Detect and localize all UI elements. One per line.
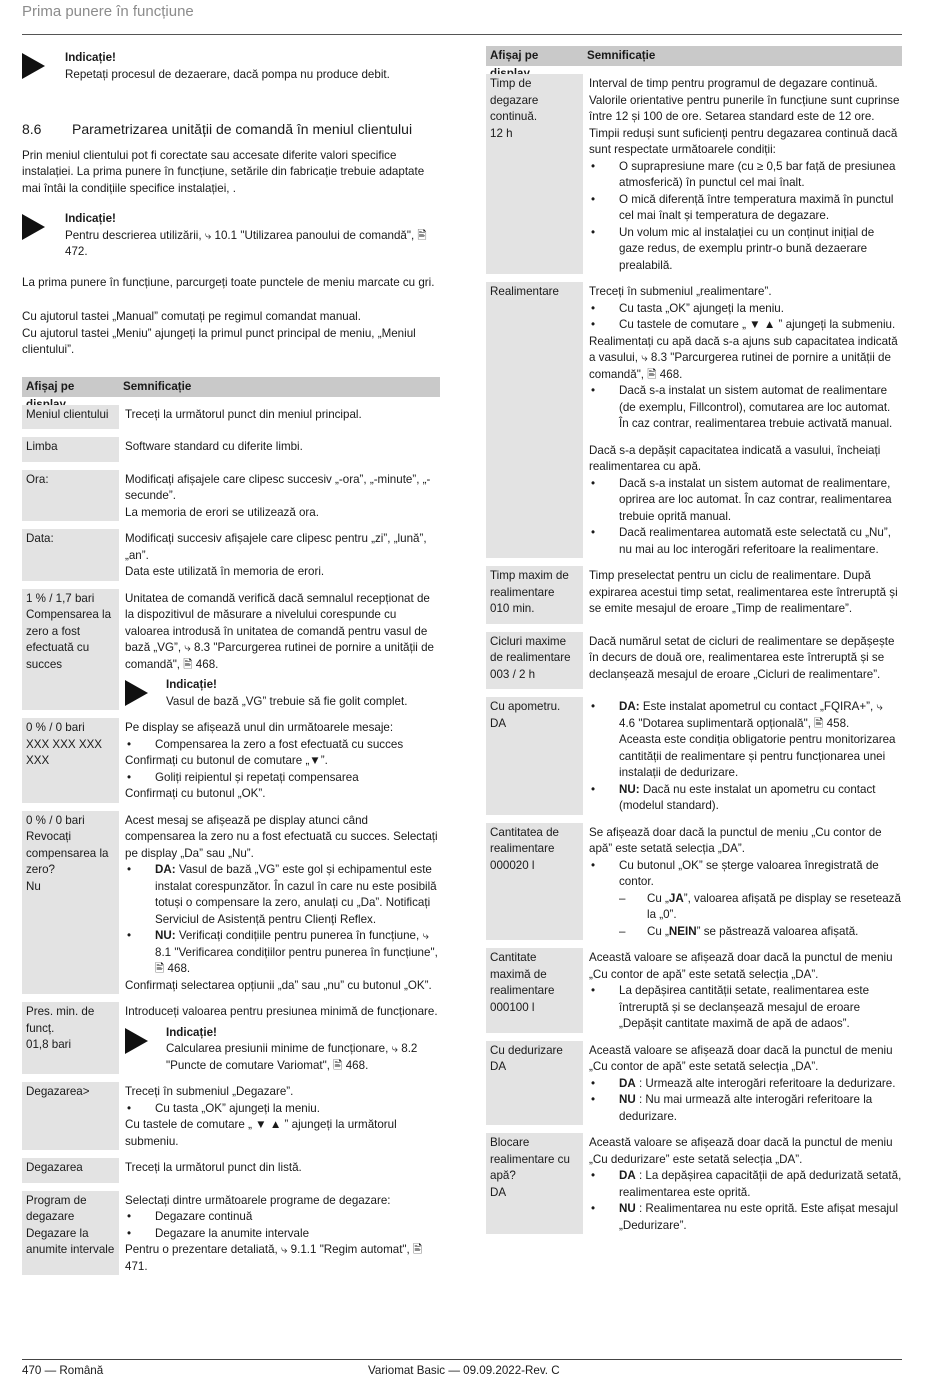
running-header: Prima punere în funcțiune	[22, 3, 194, 20]
header-cell-meaning: Semnificație	[587, 49, 656, 62]
bullet-item: • DA: Vasul de bază „VG” este gol și echipamentul este instalat corespunzător. În cazul în care nu este posibilă totuși o compensare la zero, anulați cu „Da”. Notificați Serviciul de Asistență pentru Clienți Reflex.	[127, 863, 437, 926]
meaning-cell	[119, 1002, 440, 1074]
cell-text: Confirmați cu butonul „OK”.	[125, 787, 266, 800]
meaning-cell: Treceți la următorul punct din listă.	[125, 1161, 302, 1174]
note-title: Indicație!	[166, 678, 217, 691]
cell-text: Unitatea de comandă verifică dacă semnalul recepționat de la dispozitivul de măsurare a nivelului corespunde cu valoarea introdusă în unitatea de comandă pentru vasul de bază „VG”, ⤷ 8.3 "Parcurgerea rutinei de pornire a unității de comandă", 🖹 468.	[125, 591, 434, 671]
bullet-item: • DA : La depășirea capacității de apă dedurizată setată, realimentarea este oprită.	[591, 1169, 902, 1199]
table-header	[22, 377, 440, 397]
play-triangle-icon	[22, 53, 45, 79]
cell-text: Confirmați cu butonul de comutare „▼”.	[125, 754, 328, 767]
display-value: DA	[490, 716, 507, 730]
meaning-cell: Treceți la următorul punct din meniul principal.	[125, 407, 362, 421]
bullet-item: • O mică diferență între temperatura maximă în punctul cel mai înalt și temperatura de degazare.	[591, 192, 894, 222]
cell-text: Modificați afișajele care clipesc succesiv „-ora”, „-minute”, „-secunde”.	[125, 472, 431, 502]
meaning-cell	[119, 470, 440, 522]
note-box	[125, 1025, 440, 1075]
display-value: Timp de degazare continuă.	[490, 77, 539, 123]
display-cell: Ora:	[22, 470, 119, 522]
cell-text: Realimentați cu apă dacă s-a ajuns sub capacitatea indicată a vasului, ⤷ 8.3 "Parcurgerea rutinei de pornire a unității de comandă", 🖹 468.	[589, 334, 898, 381]
header-rule	[22, 34, 902, 35]
note-title: Indicație!	[166, 1025, 217, 1039]
cell-text: Această valoare se afișează doar dacă la punctul de meniu „Cu contor de apă” este setată selecția „DA”.	[589, 1043, 893, 1073]
display-value: 01,8 bari	[26, 1038, 72, 1051]
header-cell-display: Afișaj pe	[486, 46, 583, 66]
display-value: 0 % / 0 bari	[26, 813, 85, 827]
note-text: Repetați procesul de dezaerare, dacă pompa nu produce debit.	[65, 67, 390, 81]
display-cell	[486, 823, 583, 941]
display-cell	[22, 718, 119, 803]
cell-text: Se afișează doar dacă la punctul de meniu „Cu contor de apă” este setată selecția „DA”.	[589, 825, 882, 855]
note-text: Pentru descrierea utilizării, ⤷ 10.1 "Utilizarea panoului de comandă", 🖹 472.	[65, 228, 427, 258]
table-row	[486, 948, 902, 1033]
bullet-item: • Cu tastele de comutare „ ▼ ▲ ” ajungeți la submeniu.	[591, 318, 896, 331]
bullet-item: • Dacă s-a instalat un sistem automat de realimentare, oprirea are loc automat. În caz contrar, realimentarea trebuie oprită manual.	[591, 476, 892, 523]
section-title: Parametrizarea unității de comandă în meniul clientului	[72, 121, 413, 137]
display-value: Program de degazare	[26, 1193, 87, 1223]
display-cell: Data:	[22, 529, 119, 581]
display-value: Cu dedurizare	[490, 1043, 563, 1057]
cell-text: Introduceți valoarea pentru presiunea minimă de funcționare.	[125, 1005, 438, 1018]
table-row	[22, 470, 440, 522]
meaning-cell	[119, 1191, 440, 1276]
display-cell	[486, 697, 583, 815]
page-footer-left: 470 — Română	[22, 1364, 104, 1377]
table-row	[486, 823, 902, 941]
cell-text: Timpii reduși sunt suficienți pentru degazarea continuă dacă sunt respectate următoarele condiții:	[589, 126, 898, 156]
display-value: Pres. min. de funcț.	[26, 1005, 95, 1035]
display-cell	[486, 1041, 583, 1126]
meaning-cell	[119, 1082, 440, 1150]
display-value: DA	[490, 1185, 507, 1199]
cell-text: Această valoare se afișează doar dacă la punctul de meniu „Cu dedurizare” este setată selecția „DA”.	[589, 1136, 893, 1166]
meaning-cell	[583, 697, 902, 815]
cell-text: Interval de timp pentru programul de degazare continuă. Valorile orientative pentru punerile în funcțiune sunt cuprinse între 12 și 100 de ore. Setarea standard este de 12 ore.	[589, 77, 900, 123]
play-triangle-icon	[125, 680, 148, 706]
display-value: Cantitatea de realimentare	[490, 825, 559, 855]
paragraph: La prima punere în funcțiune, parcurgeți toate punctele de meniu marcate cu gri.	[22, 275, 435, 289]
meaning-cell	[583, 282, 902, 558]
meaning-cell	[583, 74, 902, 274]
meaning-cell	[119, 718, 440, 803]
display-cell: Limba	[22, 437, 119, 462]
display-value: 12 h	[490, 126, 513, 140]
display-value: Compensarea la zero a fost efectuată cu succes	[26, 608, 112, 671]
note-box	[125, 677, 440, 710]
bullet-item: • Dacă realimentarea automată este selectată cu „Nu”, nu mai au loc interogări referitoare la realimentare.	[591, 526, 891, 556]
display-cell	[486, 948, 583, 1033]
display-cell	[486, 632, 583, 690]
display-value: 000020 l	[490, 858, 535, 872]
display-value: Timp maxim de realimentare	[490, 569, 569, 599]
note-text: Vasul de bază „VG” trebuie să fie golit complet.	[166, 694, 408, 708]
note-box	[22, 50, 440, 83]
left-column	[22, 46, 440, 1275]
display-value: 0 % / 0 bari	[26, 721, 85, 734]
table-row	[486, 1041, 902, 1126]
cell-text: Selectați dintre următoarele programe de degazare:	[125, 1193, 391, 1207]
display-cell	[22, 1191, 119, 1276]
display-value: DA	[490, 1060, 507, 1073]
bullet-item: • NU: Verificați condițiile pentru punerea în funcțiune, ⤷ 8.1 "Verificarea condițiilor pentru punerea în funcțiune", 🖹 468.	[127, 929, 438, 975]
display-value: Revocați compensarea la zero?	[26, 830, 109, 876]
bullet-item: • Dacă s-a instalat un sistem automat de realimentare (de exemplu, Fillcontrol), comutarea are loc automat. În caz contrar, realimentarea trebuie activată manual.	[591, 384, 893, 430]
table-header	[486, 46, 902, 66]
table-row	[22, 1082, 440, 1150]
display-value: Degazare la anumite intervale	[26, 1226, 115, 1256]
display-cell: Meniul clientului	[22, 405, 119, 430]
footer-rule	[22, 1359, 902, 1360]
meaning-cell	[583, 1041, 902, 1126]
section-heading	[22, 121, 440, 138]
display-value: 000100 l	[490, 1000, 535, 1014]
display-value: XXX XXX XXX XXX	[26, 737, 103, 767]
play-triangle-icon	[22, 214, 45, 240]
bullet-item: • Compensarea la zero a fost efectuată cu succes	[127, 737, 404, 751]
table-row	[22, 1191, 440, 1276]
cell-text: Treceți în submeniul „Degazare”.	[125, 1085, 294, 1098]
bullet-item: • Cu tasta „OK” ajungeți la meniu.	[127, 1101, 320, 1115]
cell-text: La memoria de erori se utilizează ora.	[125, 505, 319, 519]
display-cell	[486, 74, 583, 274]
meaning-cell	[119, 811, 440, 995]
display-value: Nu	[26, 879, 41, 893]
table-row	[486, 74, 902, 274]
table-row	[22, 811, 440, 995]
right-column	[486, 46, 902, 1234]
bullet-item: • DA : Urmează alte interogări referitoare la dedurizare.	[591, 1076, 896, 1090]
bullet-item: • NU : Realimentarea nu este oprită. Este afișat mesajul „Dedurizare”.	[591, 1202, 899, 1232]
header-cell-display: Afișaj pe	[22, 377, 119, 397]
page-footer-center: Variomat Basic — 09.09.2022-Rev. C	[368, 1364, 560, 1377]
bullet-item: • Cu butonul „OK” se șterge valoarea înregistrată de contor.	[591, 858, 879, 888]
play-triangle-icon	[125, 1028, 148, 1054]
bullet-item: • Un volum mic al instalației cu un conținut inițial de gaze redus, de exemplu printr-o bună dezaerare prealabilă.	[591, 225, 875, 272]
meaning-cell	[119, 529, 440, 581]
display-cell	[22, 811, 119, 995]
cell-text: Pe display se afișează unul din următoarele mesaje:	[125, 721, 394, 734]
cell-text: Treceți în submeniul „realimentare”.	[589, 285, 772, 298]
meaning-cell	[583, 1133, 902, 1234]
bullet-item: • Degazare continuă	[127, 1210, 253, 1223]
note-title: Indicație!	[65, 212, 116, 225]
meaning-cell: Dacă numărul setat de cicluri de realimentare se depășește în decurs de două ore, realimentarea este întreruptă și se declanșează mesajul de eroare „Cicluri de realimentare”.	[589, 634, 895, 681]
meaning-cell: Timp preselectat pentru un ciclu de realimentare. După expirarea acestui timp setat, realimentarea este întreruptă și se emite mesajul de eroare „Timp de realimentare”.	[589, 569, 898, 615]
paragraph: Cu ajutorul tastei „Meniu” ajungeți la primul punct principal de meniu, „Meniul clientului”.	[22, 326, 416, 356]
cell-text: Confirmați selectarea opțiunii „da” sau „nu” cu butonul „OK”.	[125, 978, 432, 992]
display-cell: Degazarea	[22, 1158, 119, 1183]
display-cell	[486, 1133, 583, 1234]
paragraph: Cu ajutorul tastei „Manual” comutați pe regimul comandat manual.	[22, 310, 361, 323]
bullet-item: • Cu tasta „OK” ajungeți la meniu.	[591, 301, 784, 315]
cell-text: Data este utilizată în memoria de erori.	[125, 565, 325, 578]
cell-text: Pentru o prezentare detaliată, ⤷ 9.1.1 "Regim automat", 🖹 471.	[125, 1243, 423, 1273]
display-value: Cantitate maximă de realimentare	[490, 951, 555, 997]
header-cell-meaning: Semnificație	[123, 379, 192, 393]
bullet-item: • Goliți reipientul și repetați compensarea	[127, 770, 359, 784]
bullet-item: • O suprapresiune mare (cu ≥ 0,5 bar față de presiunea atmosferică) în punctul cel mai înalt.	[591, 159, 896, 189]
cell-text: Acest mesaj se afișează pe display atunci când compensarea la zero nu a fost efectuată cu succes. Selectați pe display „Da” sau „Nu”.	[125, 813, 438, 860]
display-value: Cicluri maxime de realimentare	[490, 634, 571, 664]
table-row	[22, 405, 440, 430]
note-box	[22, 211, 440, 261]
bullet-item: • La depășirea cantității setate, realimentarea este întreruptă și se declanșează mesajul de eroare „Depășit cantitate maximă de apă de adaos”.	[591, 984, 870, 1030]
table-row	[22, 1002, 440, 1074]
display-cell: Degazarea>	[22, 1082, 119, 1150]
display-cell	[22, 589, 119, 711]
bullet-item: • DA: Este instalat apometrul cu contact „FQIRA+”, ⤷ 4.6 "Dotarea suplimentară opțională", 🖹 458. Aceasta este condiția obligatorie pentru monitorizarea cantității de realimentare și pentru funcționarea unei instalații de dedurizare.	[591, 700, 896, 779]
display-value: 003 / 2 h	[490, 667, 536, 681]
table-row	[486, 1133, 902, 1234]
cell-text: Dacă s-a depășit capacitatea indicată a vasului, încheiați realimentarea cu apă.	[589, 443, 881, 473]
display-value: Cu apometru.	[490, 700, 561, 713]
table-row	[486, 282, 902, 558]
display-cell	[486, 566, 583, 624]
table-row	[22, 1158, 440, 1183]
cell-text: Această valoare se afișează doar dacă la punctul de meniu „Cu contor de apă” este setată selecția „DA”.	[589, 951, 893, 981]
note-text: Calcularea presiunii minime de funcționare, ⤷ 8.2 "Puncte de comutare Variomat", 🖹 468.	[166, 1042, 418, 1072]
bullet-item: • NU : Nu mai urmează alte interogări referitoare la dedurizare.	[591, 1093, 873, 1123]
meaning-cell	[119, 589, 440, 711]
display-value: 1 % / 1,7 bari	[26, 591, 95, 605]
section-number: 8.6	[22, 121, 42, 137]
display-cell: Realimentare	[486, 282, 583, 558]
meaning-cell: Software standard cu diferite limbi.	[125, 440, 303, 453]
display-value: 010 min.	[490, 602, 535, 615]
cell-text: Cu tastele de comutare „ ▼ ▲ ” ajungeți la următorul submeniu.	[125, 1118, 397, 1148]
table-row	[486, 632, 902, 690]
table-row	[486, 566, 902, 624]
display-value: Blocare realimentare cu apă?	[490, 1136, 570, 1182]
note-title: Indicație!	[65, 51, 116, 64]
table-row	[22, 437, 440, 462]
table-row	[486, 697, 902, 815]
dash-item: – Cu „NEIN” se păstrează valoarea afișată.	[619, 924, 859, 938]
table-row	[22, 718, 440, 803]
meaning-cell	[583, 948, 902, 1033]
bullet-item: • NU: Dacă nu este instalat un apometru cu contact (modelul standard).	[591, 782, 876, 812]
dash-item: – Cu „JA”, valoarea afișată pe display se resetează la „0”.	[619, 891, 901, 921]
intro-paragraph: Prin meniul clientului pot fi corectate sau accesate diferite valori specifice instalației. La prima punere în funcțiune, setările din fabricație trebuie adaptate mai întâi la condițiile specifice instalației, .	[22, 148, 425, 195]
display-cell	[22, 1002, 119, 1074]
cell-text: Modificați succesiv afișajele care clipesc pentru „zi”, „lună”, „an”.	[125, 532, 427, 562]
table-row	[22, 529, 440, 581]
bullet-item: • Degazare la anumite intervale	[127, 1226, 310, 1240]
table-row	[22, 589, 440, 711]
meaning-cell	[583, 823, 902, 941]
